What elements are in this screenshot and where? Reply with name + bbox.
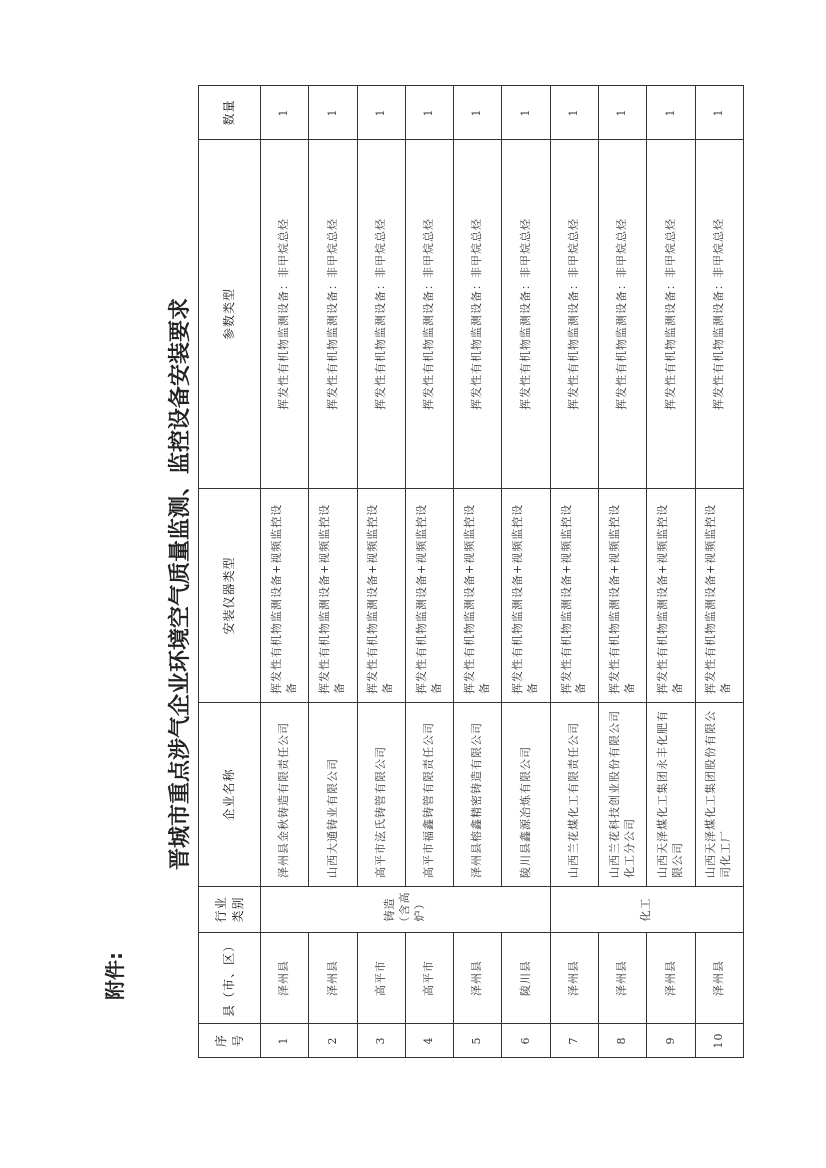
cell-county: 高平市	[357, 933, 405, 1024]
header-quantity: 数量	[199, 86, 261, 140]
cell-county: 泽州县	[599, 933, 647, 1024]
cell-county: 泽州县	[550, 933, 598, 1024]
cell-index: 3	[357, 1024, 405, 1058]
cell-index: 5	[454, 1024, 502, 1058]
cell-index: 4	[405, 1024, 453, 1058]
cell-quantity: 1	[647, 86, 695, 140]
cell-parameter: 挥发性有机物监测设备：非甲烷总烃	[647, 140, 695, 489]
cell-county: 泽州县	[454, 933, 502, 1024]
cell-instrument: 挥发性有机物监测设备+视频监控设备	[454, 489, 502, 703]
cell-company: 山西兰花科技创业股份有限公司化工分公司	[599, 703, 647, 887]
cell-company: 山西大通铸业有限公司	[309, 703, 357, 887]
cell-parameter: 挥发性有机物监测设备：非甲烷总烃	[454, 140, 502, 489]
cell-instrument: 挥发性有机物监测设备+视频监控设备	[261, 489, 309, 703]
cell-index: 9	[647, 1024, 695, 1058]
document-title: 晋城市重点涉气企业环境空气质量监测、监控设备安装要求	[167, 297, 193, 870]
cell-company: 山西天泽煤化工集团股份有限公司化工厂	[695, 703, 743, 887]
cell-parameter: 挥发性有机物监测设备：非甲烷总烃	[695, 140, 743, 489]
cell-parameter: 挥发性有机物监测设备：非甲烷总烃	[357, 140, 405, 489]
cell-county: 泽州县	[647, 933, 695, 1024]
requirements-table-container	[198, 86, 744, 1058]
cell-instrument: 挥发性有机物监测设备+视频监控设备	[695, 489, 743, 703]
cell-company: 高平市福鑫铸管有限责任公司	[405, 703, 453, 887]
cell-quantity: 1	[405, 86, 453, 140]
cell-instrument: 挥发性有机物监测设备+视频监控设备	[647, 489, 695, 703]
cell-county: 陵川县	[502, 933, 550, 1024]
cell-county: 泽州县	[261, 933, 309, 1024]
cell-parameter: 挥发性有机物监测设备：非甲烷总烃	[550, 140, 598, 489]
header-company: 企业名称	[199, 703, 261, 887]
cell-index: 10	[695, 1024, 743, 1058]
cell-index: 8	[599, 1024, 647, 1058]
cell-quantity: 1	[454, 86, 502, 140]
cell-parameter: 挥发性有机物监测设备：非甲烷总烃	[405, 140, 453, 489]
cell-index: 2	[309, 1024, 357, 1058]
cell-county: 高平市	[405, 933, 453, 1024]
cell-industry-casting: 铸造（含高炉）	[261, 887, 551, 933]
cell-instrument: 挥发性有机物监测设备+视频监控设备	[599, 489, 647, 703]
cell-quantity: 1	[695, 86, 743, 140]
cell-company: 泽州县金秋铸造有限责任公司	[261, 703, 309, 887]
cell-company: 泽州县榕鑫精密铸造有限公司	[454, 703, 502, 887]
cell-company: 山西兰花煤化工有限责任公司	[550, 703, 598, 887]
cell-instrument: 挥发性有机物监测设备+视频监控设备	[550, 489, 598, 703]
cell-index: 6	[502, 1024, 550, 1058]
cell-company: 山西天泽煤化工集团永丰化肥有限公司	[647, 703, 695, 887]
header-index: 序号	[199, 1024, 261, 1058]
cell-parameter: 挥发性有机物监测设备：非甲烷总烃	[261, 140, 309, 489]
cell-parameter: 挥发性有机物监测设备：非甲烷总烃	[502, 140, 550, 489]
attachment-label: 附件:	[103, 952, 127, 1000]
table-header-row	[199, 86, 261, 1058]
header-instrument: 安装仪器类型	[199, 489, 261, 703]
cell-parameter: 挥发性有机物监测设备：非甲烷总烃	[309, 140, 357, 489]
cell-county: 泽州县	[309, 933, 357, 1024]
header-parameter: 参数类型	[199, 140, 261, 489]
cell-company: 高平市泫氏铸管有限公司	[357, 703, 405, 887]
cell-quantity: 1	[502, 86, 550, 140]
requirements-table	[198, 85, 744, 1058]
cell-index: 1	[261, 1024, 309, 1058]
cell-company: 陵川县鑫源冶炼有限公司	[502, 703, 550, 887]
cell-instrument: 挥发性有机物监测设备+视频监控设备	[502, 489, 550, 703]
table-row	[261, 86, 309, 1058]
table-row	[550, 86, 598, 1058]
cell-quantity: 1	[599, 86, 647, 140]
cell-quantity: 1	[357, 86, 405, 140]
header-county: 县（市、区）	[199, 933, 261, 1024]
cell-instrument: 挥发性有机物监测设备+视频监控设备	[309, 489, 357, 703]
cell-index: 7	[550, 1024, 598, 1058]
header-industry: 行业类别	[199, 887, 261, 933]
cell-instrument: 挥发性有机物监测设备+视频监控设备	[357, 489, 405, 703]
cell-quantity: 1	[550, 86, 598, 140]
cell-county: 泽州县	[695, 933, 743, 1024]
cell-instrument: 挥发性有机物监测设备+视频监控设备	[405, 489, 453, 703]
cell-industry-chemical: 化工	[550, 887, 743, 933]
cell-parameter: 挥发性有机物监测设备：非甲烷总烃	[599, 140, 647, 489]
cell-quantity: 1	[309, 86, 357, 140]
cell-quantity: 1	[261, 86, 309, 140]
